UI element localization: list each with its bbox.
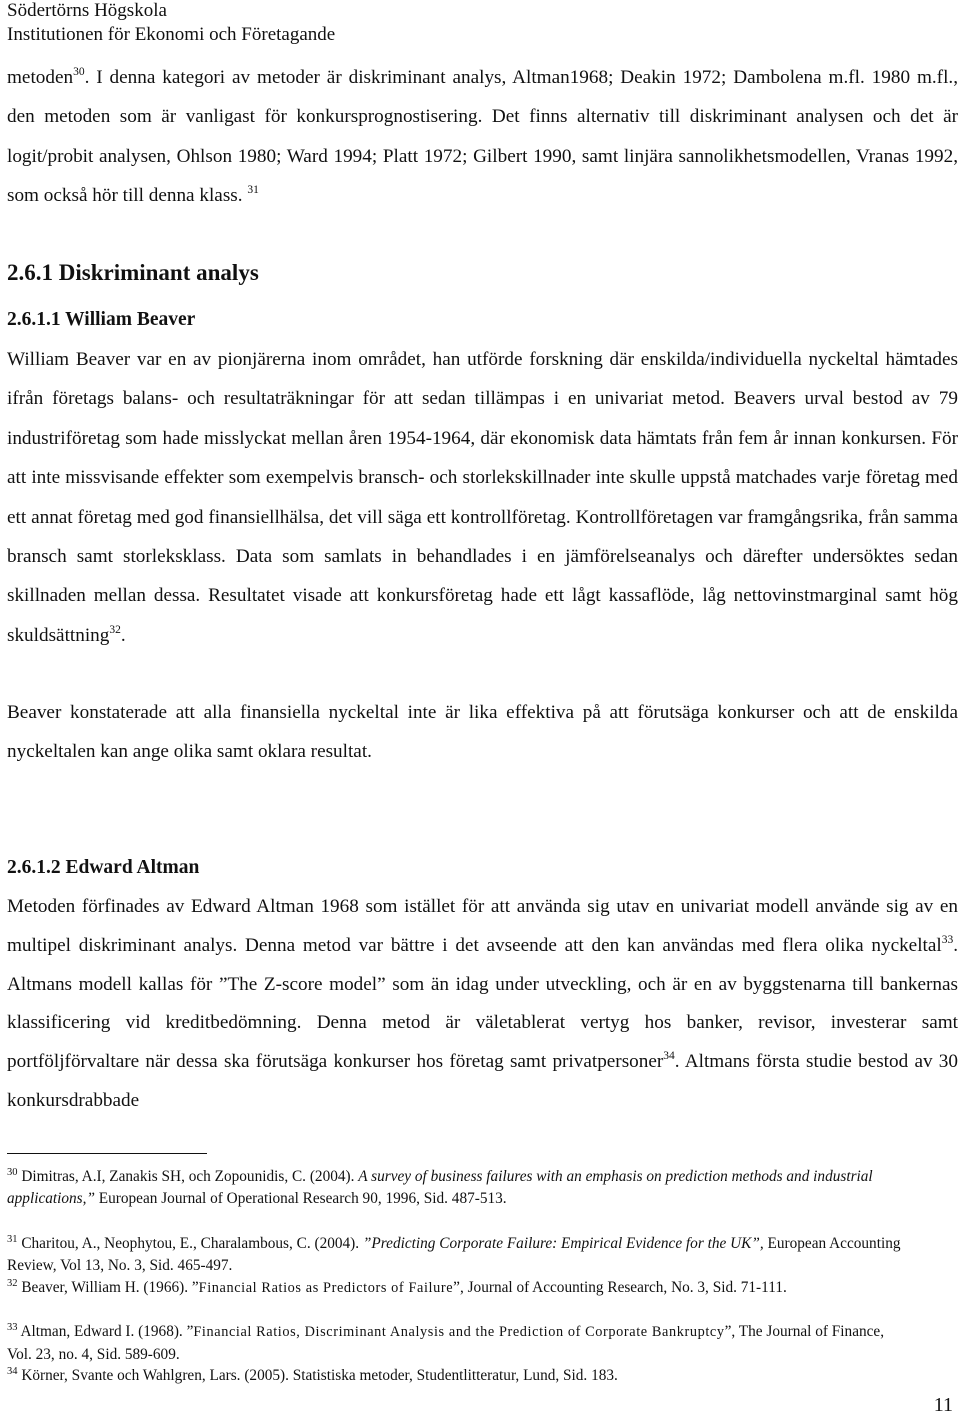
intro-paragraph [7, 58, 958, 216]
footnote-source: ”, Journal of Accounting Research, No. 3, Sid. 71-111. [453, 1279, 787, 1296]
footnote-number: 32 [7, 1278, 18, 1289]
document-page [7, 0, 959, 1422]
footnote-source: European Accounting Review, Vol 13, No. 3, Sid. 465-497. [7, 1235, 901, 1274]
footnote-ref-31: 31 [247, 184, 259, 197]
footnote-31 [7, 1233, 907, 1276]
footnote-34 [7, 1365, 907, 1387]
footnote-number: 34 [7, 1366, 18, 1377]
altman-paragraph [7, 888, 958, 1121]
altman-text-mid: . Altmans modell kallas för ”The Z-score model” som än idag under utveckling, och är en av byggstenarna till bankernas klassificering vid kreditbedömning. Denna metod är väletablerat vertyg hos banker, revisor, investerar samt portföljförvaltare när dessa ska förutsäga konkurser hos företag samt privatpersoner [7, 934, 958, 1073]
footnote-source: ”, The Journal of Finance, Vol. 23, no. 4, Sid. 589-609. [7, 1323, 885, 1363]
intro-text-start: metoden [7, 67, 74, 88]
footnote-number: 31 [7, 1234, 18, 1245]
footnote-33 [7, 1321, 907, 1365]
footnote-number: 33 [7, 1322, 18, 1333]
footnote-title: Financial Ratios as Predictors of Failure [198, 1280, 454, 1296]
footnote-title: Financial Ratios, Discriminant Analysis and the Prediction of Corporate Bankruptcy [193, 1324, 725, 1340]
footnote-number: 30 [7, 1167, 18, 1178]
footnote-ref-30: 30 [73, 66, 85, 78]
altman-text: Metoden förfinades av Edward Altman 1968 som istället för att använda sig utav en univariat modell använde sig av en multipel diskriminant analys. Denna metod var bättre i det avseende att den kan användas med flera olika nyckeltal [7, 896, 958, 956]
intro-text-body: . I denna kategori av metoder är diskriminant analys, Altman1968; Deakin 1972; Dambolena m.fl. 1980 m.fl., den metoden som är vanligast för konkursprognostisering. Det finns alternativ till diskriminant analysen och det är logit/probit analysen, Ohlson 1980; Ward 1994; Platt 1972; Gilbert 1990, samt linjära sannolikhetsmodellen, Vranas 1992, som också hör till denna klass. [7, 67, 958, 207]
beaver-heading: 2.6.1.1 William Beaver [7, 309, 196, 330]
footnote-ref-34: 34 [663, 1050, 675, 1063]
altman-heading: 2.6.1.2 Edward Altman [7, 857, 200, 878]
footnote-title: A survey of business failures with an emphasis on prediction methods and industrial applications,” [7, 1168, 873, 1207]
footnote-text: Dimitras, A.I, Zanakis SH, och Zopounidis, C. (2004). [21, 1168, 359, 1185]
page-number: 11 [933, 1394, 953, 1416]
beaver-text-end: . [120, 624, 126, 646]
section-heading: 2.6.1 Diskriminant analys [7, 260, 259, 285]
footnote-30 [7, 1166, 907, 1209]
beaver-text: William Beaver var en av pionjärerna inom området, han utförde forskning där enskilda/individuella nyckeltal hämtades ifrån företags balans- och resultaträkningar för att sedan tillämpas i en univariat metod. Beavers urval bestod av 79 industriföretag som hade misslyckat mellan åren 1954-1964, där ekonomisk data hämtats från fem år innan konkursen. För att inte missvisande effekter som exempelvis bransch- och storlekskillnader inte skulle uppstå matchades varje företag med ett annat företag med god finansiellhälsa, det vill säga ett kontrollföretag. Kontrollföretagen var framgångsrika, från samma bransch samt storleksklass. Data som samlats in behandlades i en jämförelseanalys och därefter undersöktes sedan skillnaden mellan dessa. Resultatet visade att konkursföretag hade ett lågt kassaflöde, låg nettovinstmarginal samt hög skuldsättning [7, 349, 958, 646]
beaver-conclusion: Beaver konstaterade att alla finansiella nyckeltal inte är lika effektiva på att förutsäga konkurser och att de enskilda nyckeltalen kan ange olika samt oklara resultat. [7, 702, 958, 763]
header-department: Institutionen för Ekonomi och Företagande [7, 24, 336, 45]
altman-text-end: . Altmans första studie bestod av 30 konkursdrabbade [7, 1051, 958, 1111]
footnote-text: Charitou, A., Neophytou, E., Charalambous, C. (2004). [21, 1235, 363, 1252]
footnote-divider [7, 1153, 207, 1154]
footnote-text: Beaver, William H. (1966). ” [21, 1279, 199, 1296]
footnote-title: ”Predicting Corporate Failure: Empirical Evidence for the UK”, [362, 1235, 764, 1252]
footnote-ref-32: 32 [109, 623, 121, 636]
beaver-paragraph [7, 340, 958, 655]
footnote-text: Körner, Svante och Wahlgren, Lars. (2005). Statistiska metoder, Studentlitteratur, Lund, Sid. 183. [21, 1367, 618, 1384]
footnote-ref-33: 33 [941, 933, 954, 946]
footnote-source: European Journal of Operational Research 90, 1996, Sid. 487-513. [94, 1189, 507, 1207]
footnote-text: Altman, Edward I. (1968). ” [20, 1323, 194, 1340]
header-institution: Södertörns Högskola [7, 0, 167, 21]
footnote-32 [7, 1277, 907, 1300]
